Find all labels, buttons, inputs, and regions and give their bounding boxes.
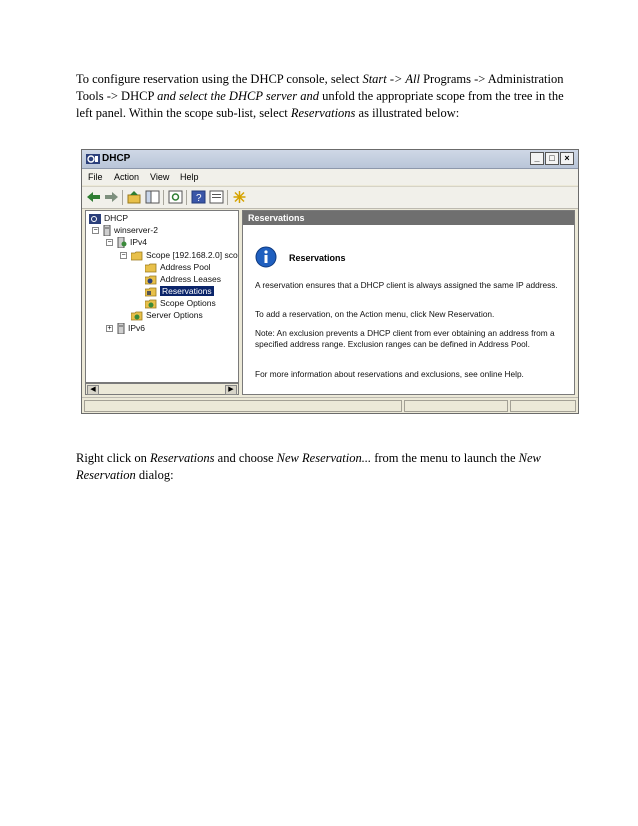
details-title: Reservations [289, 253, 346, 263]
ipv4-icon [117, 237, 127, 248]
collapse-ipv4-toggle[interactable]: − [107, 239, 112, 246]
menu-file[interactable]: File [88, 172, 103, 182]
help-icon[interactable] [191, 190, 206, 204]
close-button[interactable]: × [560, 152, 574, 165]
scroll-left-arrow-icon[interactable]: ◀ [87, 385, 99, 395]
dhcp-app-icon [86, 153, 100, 165]
menu-view[interactable]: View [150, 172, 170, 182]
info-icon [255, 246, 277, 268]
server-icon [103, 225, 111, 236]
ipv6-icon [117, 323, 125, 334]
intro-paragraph: To configure reservation using the DHCP console, select Start -> All Programs -> Administration Tools -> DHCP and select the DHCP server and unfold the appropriate scope from the tree in the left panel. Within the scope sub-list, select Reservations as illustrated below: [76, 72, 564, 120]
back-arrow-icon[interactable] [86, 190, 101, 204]
tree-node-reservations[interactable]: Reservations [145, 286, 214, 297]
tree-node-address-leases[interactable]: Address Leases [145, 274, 221, 285]
details-text: Note: An exclusion prevents a DHCP client from ever obtaining an address from a specified address range. Exclusion ranges can be defined in Address Pool. [255, 328, 555, 349]
console-tree-panel [85, 210, 239, 383]
show-tree-icon[interactable] [145, 190, 160, 204]
details-text: A reservation ensures that a DHCP client is always assigned the same IP address. [255, 280, 558, 290]
reservations-icon [145, 287, 157, 297]
collapse-scope-toggle[interactable]: − [121, 252, 126, 259]
expand-ipv6-toggle[interactable]: + [107, 325, 112, 332]
window-title: DHCP [102, 153, 131, 164]
new-item-star-icon[interactable] [232, 190, 247, 204]
maximize-button[interactable]: □ [545, 152, 559, 165]
tree-node-scope-options[interactable]: Scope Options [145, 298, 216, 309]
options-icon [131, 311, 143, 321]
folder-icon [131, 251, 143, 261]
dhcp-window-screenshot [81, 149, 579, 414]
folder-icon [145, 263, 157, 273]
svg-text:?: ? [196, 193, 202, 204]
forward-arrow-icon[interactable] [104, 190, 119, 204]
properties-icon[interactable] [209, 190, 224, 204]
leases-icon [145, 275, 157, 285]
tree-node-ipv4[interactable]: IPv4 [117, 237, 147, 248]
options-icon [145, 299, 157, 309]
tree-node-address-pool[interactable]: Address Pool [145, 262, 211, 273]
tree-node-ipv6[interactable]: IPv6 [117, 323, 145, 334]
details-panel [242, 210, 575, 395]
tree-horizontal-scrollbar[interactable] [85, 383, 239, 395]
status-bar [82, 397, 578, 414]
minimize-button[interactable]: _ [530, 152, 544, 165]
instruction-paragraph: Right click on Reservations and choose New Reservation... from the menu to launch the New Reservation dialog: [76, 451, 541, 482]
details-text: To add a reservation, on the Action menu, click New Reservation. [255, 309, 495, 319]
tree-node-server[interactable]: winserver-2 [103, 225, 158, 236]
tree-node-dhcp[interactable]: DHCP [89, 213, 128, 224]
collapse-server-toggle[interactable]: − [93, 227, 98, 234]
refresh-icon[interactable] [168, 190, 183, 204]
tree-node-scope[interactable]: Scope [192.168.2.0] sco [131, 250, 238, 261]
details-text: For more information about reservations and exclusions, see online Help. [255, 369, 524, 379]
menu-help[interactable]: Help [180, 172, 199, 182]
title-bar [82, 150, 578, 169]
menu-bar [82, 169, 578, 185]
tree-node-server-options[interactable]: Server Options [131, 310, 203, 321]
details-panel-header: Reservations [243, 211, 574, 225]
toolbar [82, 186, 578, 209]
dhcp-root-icon [89, 214, 101, 224]
menu-action[interactable]: Action [114, 172, 140, 182]
scroll-right-arrow-icon[interactable]: ▶ [225, 385, 237, 395]
up-folder-icon[interactable] [127, 190, 142, 204]
